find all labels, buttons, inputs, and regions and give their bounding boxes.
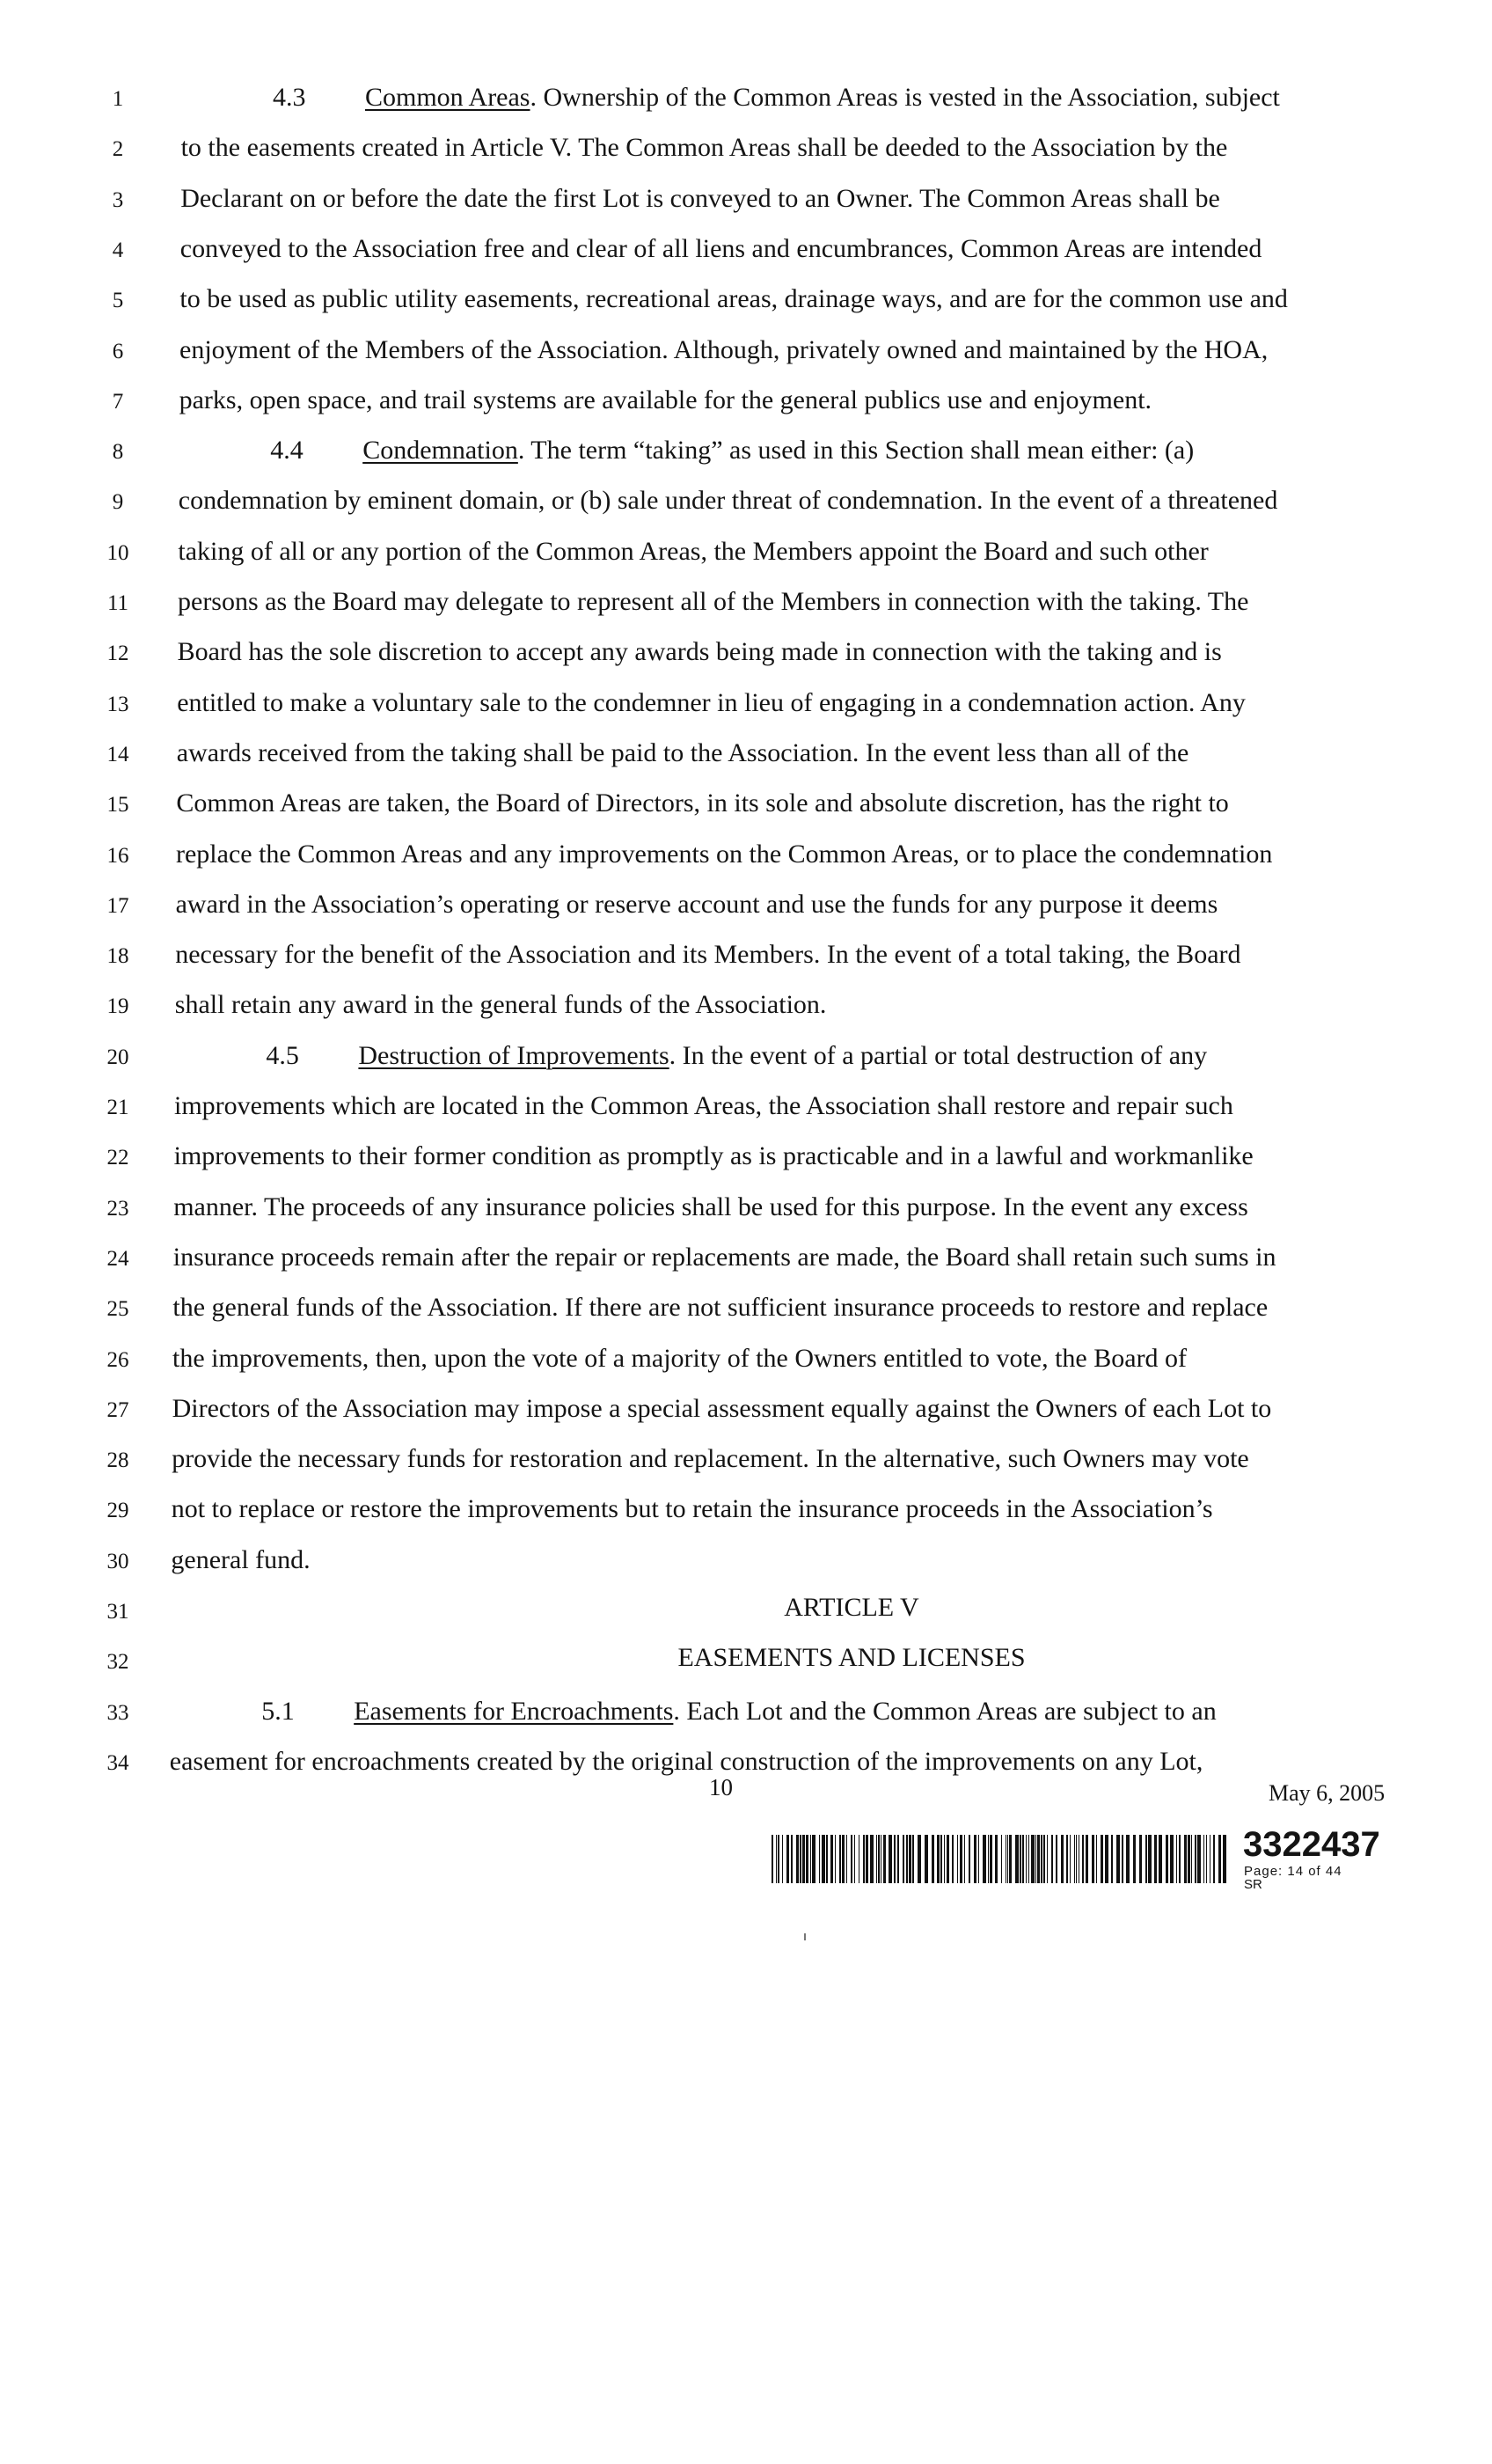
- barcode-bar: [940, 1835, 942, 1883]
- barcode-bar: [842, 1835, 845, 1883]
- barcode-bar: [786, 1835, 789, 1883]
- barcode-bar: [1051, 1835, 1053, 1883]
- barcode-bar: [903, 1835, 904, 1883]
- barcode-bar: [1223, 1835, 1226, 1883]
- barcode-bar: [889, 1835, 892, 1883]
- line-number: 2: [112, 137, 124, 162]
- barcode-bar: [1176, 1835, 1177, 1883]
- barcode-bar: [1076, 1835, 1077, 1883]
- document-line: [0, 1188, 1492, 1238]
- barcode-bar: [1111, 1835, 1113, 1883]
- document-line: [0, 1440, 1492, 1490]
- line-number: 20: [106, 1045, 129, 1069]
- line-number: 5: [112, 289, 124, 313]
- line-number: 27: [106, 1397, 129, 1422]
- barcode-bar: [1203, 1835, 1204, 1883]
- line-body: provide the necessary funds for restoration and replacement. In the alternative, such Owners may vote: [172, 1444, 1249, 1474]
- document-line: [0, 280, 1492, 330]
- line-text: [176, 837, 1272, 872]
- barcode-bar: [1035, 1835, 1036, 1883]
- document-line: [0, 885, 1492, 935]
- line-body: award in the Association’s operating or reserve account and use the funds for any purpose it deems: [175, 889, 1218, 919]
- line-text: [172, 1441, 1249, 1477]
- line-body: improvements to their former condition as promptly as is practicable and in a lawful and workmanlike: [173, 1141, 1254, 1171]
- barcode-bar: [974, 1835, 976, 1883]
- document-line: [0, 1238, 1492, 1288]
- section-title: Easements for Encroachments: [354, 1696, 674, 1726]
- document-line: [0, 431, 1492, 481]
- barcode-bar: [1184, 1835, 1187, 1883]
- line-number: 19: [106, 994, 129, 1019]
- barcode-bar: [1086, 1835, 1088, 1883]
- document-line: [0, 835, 1492, 885]
- line-text: [179, 333, 1268, 368]
- document-line: [0, 1641, 1492, 1691]
- barcode-bar: [846, 1835, 847, 1883]
- barcode-bar: [876, 1835, 877, 1883]
- document-line: [0, 180, 1492, 230]
- line-text: [172, 1290, 1268, 1325]
- document-line: [0, 230, 1492, 280]
- document-line: [0, 78, 1492, 128]
- line-text: [172, 1341, 1187, 1376]
- line-number: 23: [106, 1196, 129, 1221]
- line-text: [180, 231, 1262, 267]
- line-text: [177, 686, 1246, 721]
- barcode-bar: [1213, 1835, 1215, 1883]
- line-body: improvements which are located in the Common Areas, the Association shall restore and repair such: [174, 1091, 1233, 1120]
- section-number: 5.1: [261, 1696, 295, 1726]
- barcode-bar: [983, 1835, 986, 1883]
- document-line: [0, 1137, 1492, 1187]
- document-line: [0, 986, 1492, 1036]
- barcode-bar: [1154, 1835, 1157, 1883]
- barcode-bar: [1041, 1835, 1042, 1883]
- page-number: 10: [709, 1774, 733, 1800]
- line-body: awards received from the taking shall be paid to the Association. In the event less than all of the: [176, 737, 1189, 767]
- line-number: 30: [106, 1549, 129, 1573]
- line-text: [178, 584, 1248, 620]
- barcode-bar: [819, 1835, 820, 1883]
- section-title: Destruction of Improvements: [358, 1040, 669, 1070]
- line-text: [175, 987, 827, 1023]
- barcode-bar: [863, 1835, 865, 1883]
- line-text: [177, 736, 1189, 771]
- document-line: [0, 583, 1492, 633]
- barcode-bar: [1145, 1835, 1147, 1883]
- line-text: [176, 887, 1218, 922]
- document-line: [0, 1692, 1492, 1742]
- barcode-bar: [1197, 1835, 1201, 1883]
- section-title: Common Areas: [365, 83, 530, 112]
- barcode-bar: [1139, 1835, 1142, 1883]
- barcode-bar: [1070, 1835, 1071, 1883]
- line-body: . Each Lot and the Common Areas are subject to an: [673, 1696, 1217, 1726]
- barcode-bar: [988, 1835, 989, 1883]
- barcode-bar: [894, 1835, 896, 1883]
- line-text: [174, 1089, 1233, 1124]
- barcode-bar: [1061, 1835, 1064, 1883]
- line-text: [179, 383, 1152, 418]
- barcode-bar: [854, 1835, 855, 1883]
- line-text: [179, 282, 1288, 317]
- barcode-bar: [822, 1835, 825, 1883]
- line-number: 1: [112, 87, 124, 111]
- barcode-bar: [1191, 1835, 1192, 1883]
- barcode-bar: [1148, 1835, 1152, 1883]
- barcode-bar: [870, 1835, 874, 1883]
- line-number: 16: [106, 843, 129, 868]
- barcode-bar: [1066, 1835, 1068, 1883]
- barcode-bar: [1122, 1835, 1123, 1883]
- document-line: [0, 532, 1492, 583]
- line-body: entitled to make a voluntary sale to the condemner in lieu of engaging in a condemnation action. Any: [177, 687, 1246, 717]
- barcode-bar: [830, 1835, 833, 1883]
- barcode-bar: [782, 1835, 783, 1883]
- barcode-bar: [1166, 1835, 1168, 1883]
- line-text: [266, 1038, 1207, 1074]
- barcode-bar: [1031, 1835, 1035, 1883]
- line-text: [170, 1744, 1203, 1779]
- line-number: 11: [106, 591, 129, 615]
- document-line: [0, 1288, 1492, 1338]
- line-body: enjoyment of the Members of the Association. Although, privately owned and maintained by the HOA,: [179, 334, 1269, 364]
- line-body: taking of all or any portion of the Common Areas, the Members appoint the Board and such other: [178, 536, 1209, 566]
- section-number: 4.5: [266, 1040, 299, 1070]
- barcode-bar: [1105, 1835, 1108, 1883]
- barcode-bar: [812, 1835, 815, 1883]
- line-number: 14: [106, 742, 129, 766]
- line-number: 13: [106, 692, 129, 716]
- line-body: the improvements, then, upon the vote of a majority of the Owners entitled to vote, the Board of: [172, 1343, 1188, 1373]
- barcode-bar: [778, 1835, 779, 1883]
- line-number: 25: [106, 1297, 129, 1322]
- line-text: [179, 483, 1278, 518]
- barcode-bar: [952, 1835, 954, 1883]
- barcode-bar: [925, 1835, 928, 1883]
- barcode-bar: [937, 1835, 940, 1883]
- document-line: [0, 1490, 1492, 1540]
- barcode-bar: [1037, 1835, 1040, 1883]
- barcode-bar: [1022, 1835, 1024, 1883]
- line-body: Board has the sole discretion to accept any awards being made in connection with the taking and is: [177, 637, 1222, 667]
- line-number: 4: [112, 238, 124, 262]
- barcode-bar: [1096, 1835, 1097, 1883]
- barcode-bar: [810, 1835, 811, 1883]
- line-body: not to replace or restore the improvements but to retain the insurance proceeds in the Association’s: [171, 1494, 1213, 1524]
- barcode-bar: [1015, 1835, 1019, 1883]
- document-date: May 6, 2005: [1269, 1780, 1386, 1806]
- line-number: 7: [112, 389, 124, 414]
- line-body: insurance proceeds remain after the repair or replacements are made, the Board shall retain such sums in: [172, 1242, 1276, 1272]
- line-body: conveyed to the Association free and clear of all liens and encumbrances, Common Areas are intended: [179, 233, 1262, 263]
- barcode-bar: [906, 1835, 908, 1883]
- barcode-bar: [826, 1835, 828, 1883]
- line-text: [181, 130, 1228, 165]
- document-line: [0, 1037, 1492, 1087]
- line-number: 15: [106, 793, 129, 818]
- line-body: easement for encroachments created by the original construction of the improvements on any Lot,: [169, 1746, 1203, 1776]
- barcode-bar: [918, 1835, 921, 1883]
- line-body: persons as the Board may delegate to represent all of the Members in connection with the taking. The: [178, 587, 1249, 616]
- line-text: [261, 1694, 1217, 1729]
- barcode-bar: [800, 1835, 801, 1883]
- barcode-bar: [969, 1835, 970, 1883]
- barcode-bar: [839, 1835, 841, 1883]
- line-number: 18: [106, 944, 129, 969]
- barcode-bar: [1195, 1835, 1196, 1883]
- line-number: 26: [106, 1347, 129, 1372]
- line-text: [173, 1240, 1276, 1275]
- line-number: 8: [112, 440, 124, 465]
- barcode-bar: [1082, 1835, 1084, 1883]
- line-body: manner. The proceeds of any insurance policies shall be used for this purpose. In the event any excess: [173, 1192, 1248, 1221]
- barcode-bar: [1126, 1835, 1130, 1883]
- recording-code: SR: [1244, 1877, 1262, 1892]
- recording-page-info: Page: 14 of 44: [1244, 1864, 1342, 1879]
- barcode-bar: [796, 1835, 799, 1883]
- barcode-bar: [1101, 1835, 1103, 1883]
- line-body: . The term “taking” as used in this Section shall mean either: (a): [517, 436, 1195, 466]
- barcode-bar: [1170, 1835, 1174, 1883]
- barcode-bar: [960, 1835, 962, 1883]
- line-text: [175, 937, 1240, 972]
- document-line: [0, 128, 1492, 179]
- barcode-bar: [978, 1835, 979, 1883]
- barcode-bar: [1047, 1835, 1048, 1883]
- line-text: [270, 433, 1194, 468]
- line-number: 29: [106, 1499, 129, 1523]
- barcode-bar: [1218, 1835, 1221, 1883]
- document-line: [0, 1591, 1492, 1641]
- line-number: 10: [106, 540, 129, 565]
- line-number: 17: [106, 893, 129, 918]
- barcode-bar: [1179, 1835, 1181, 1883]
- line-text: [180, 181, 1220, 216]
- barcode-bar: [866, 1835, 868, 1883]
- barcode-bar: [878, 1835, 880, 1883]
- line-number: 31: [106, 1600, 129, 1624]
- barcode-bar: [897, 1835, 899, 1883]
- line-body: condemnation by eminent domain, or (b) sale under threat of condemnation. In the event of a threatened: [178, 486, 1278, 516]
- line-number: 33: [106, 1700, 129, 1725]
- barcode-bar: [1188, 1835, 1190, 1883]
- barcode-bar: [964, 1835, 965, 1883]
- line-text: [174, 1139, 1254, 1174]
- barcode-bar: [802, 1835, 805, 1883]
- document-line: [0, 481, 1492, 532]
- barcode-bar: [1092, 1835, 1094, 1883]
- barcode-bar: [957, 1835, 958, 1883]
- barcode-bar: [1159, 1835, 1162, 1883]
- barcode-bar: [932, 1835, 934, 1883]
- recording-number: 3322437: [1243, 1825, 1380, 1864]
- recording-barcode: [772, 1835, 1229, 1883]
- scan-mark: [804, 1933, 806, 1940]
- document-line: [0, 784, 1492, 834]
- barcode-bar: [883, 1835, 886, 1883]
- line-text: [173, 1190, 1248, 1225]
- line-number: 24: [106, 1246, 129, 1271]
- line-body: Declarant on or before the date the first Lot is conveyed to an Owner. The Common Areas shall be: [180, 183, 1220, 213]
- barcode-bar: [1206, 1835, 1207, 1883]
- barcode-bar: [995, 1835, 998, 1883]
- line-body: general fund.: [171, 1544, 311, 1574]
- line-text: [273, 80, 1280, 115]
- barcode-bar: [835, 1835, 836, 1883]
- line-body: shall retain any award in the general funds of the Association.: [174, 990, 827, 1020]
- line-number: 22: [106, 1146, 129, 1170]
- document-line: [0, 1087, 1492, 1137]
- heading-text: EASEMENTS AND LICENSES: [677, 1643, 1026, 1673]
- line-body: the general funds of the Association. If there are not sufficient insurance proceeds to restore and replace: [172, 1293, 1269, 1323]
- line-text: [171, 1543, 310, 1578]
- document-line: [0, 734, 1492, 784]
- document-line: [0, 1541, 1492, 1591]
- barcode-bar: [806, 1835, 808, 1883]
- line-number: 3: [112, 187, 124, 212]
- section-number: 4.4: [270, 436, 304, 466]
- article-title: [0, 1593, 1492, 1623]
- barcode-bar: [851, 1835, 852, 1883]
- document-line: [0, 381, 1492, 431]
- barcode-bar: [909, 1835, 911, 1883]
- line-body: parks, open space, and trail systems are available for the general publics use and enjoyment.: [179, 385, 1152, 414]
- line-number: 32: [106, 1650, 129, 1675]
- line-number: 34: [106, 1750, 129, 1775]
- line-number: 6: [112, 339, 124, 363]
- document-line: [0, 1339, 1492, 1390]
- barcode-bar: [1043, 1835, 1045, 1883]
- line-text: [178, 634, 1222, 670]
- line-body: Common Areas are taken, the Board of Directors, in its sole and absolute discretion, has the right to: [176, 788, 1229, 818]
- document-line: [0, 1390, 1492, 1440]
- line-text: [176, 786, 1228, 821]
- line-number: 12: [106, 642, 129, 666]
- barcode-bar: [1026, 1835, 1027, 1883]
- line-text: [172, 1492, 1213, 1527]
- barcode-bar: [1116, 1835, 1120, 1883]
- line-body: . In the event of a partial or total destruction of any: [669, 1040, 1208, 1070]
- line-body: necessary for the benefit of the Association and its Members. In the event of a total taking, the Board: [175, 940, 1241, 970]
- barcode-bar: [1007, 1835, 1008, 1883]
- barcode-bar: [772, 1835, 773, 1883]
- section-title: Condemnation: [362, 436, 518, 466]
- line-text: [178, 534, 1208, 569]
- barcode-bar: [1074, 1835, 1075, 1883]
- line-number: 21: [106, 1096, 129, 1119]
- line-body: to the easements created in Article V. The Common Areas shall be deeded to the Association by the: [180, 133, 1228, 163]
- barcode-bar: [1056, 1835, 1057, 1883]
- barcode-bar: [1020, 1835, 1021, 1883]
- barcode-bar: [1028, 1835, 1029, 1883]
- line-body: Directors of the Association may impose a special assessment equally against the Owners of each Lot to: [172, 1393, 1272, 1423]
- barcode-bar: [1133, 1835, 1136, 1883]
- document-line: [0, 935, 1492, 986]
- line-body: replace the Common Areas and any improvements on the Common Areas, or to place the condemnation: [176, 839, 1273, 869]
- barcode-bar: [776, 1835, 777, 1883]
- barcode-bar: [947, 1835, 949, 1883]
- line-text: [172, 1391, 1272, 1426]
- barcode-bar: [990, 1835, 992, 1883]
- document-line: [0, 684, 1492, 734]
- line-number: 28: [106, 1448, 129, 1473]
- barcode-bar: [944, 1835, 945, 1883]
- section-number: 4.3: [273, 83, 306, 112]
- article-subtitle: [0, 1643, 1492, 1673]
- document-line: [0, 331, 1492, 381]
- heading-text: ARTICLE V: [784, 1593, 919, 1622]
- line-body: . Ownership of the Common Areas is vested in the Association, subject: [530, 83, 1280, 112]
- barcode-bar: [1009, 1835, 1012, 1883]
- document-line: [0, 633, 1492, 683]
- barcode-bar: [1001, 1835, 1002, 1883]
- barcode-bar: [912, 1835, 914, 1883]
- barcode-bar: [791, 1835, 793, 1883]
- line-body: to be used as public utility easements, recreational areas, drainage ways, and are for the common use and: [179, 284, 1288, 314]
- line-number: 9: [112, 490, 124, 515]
